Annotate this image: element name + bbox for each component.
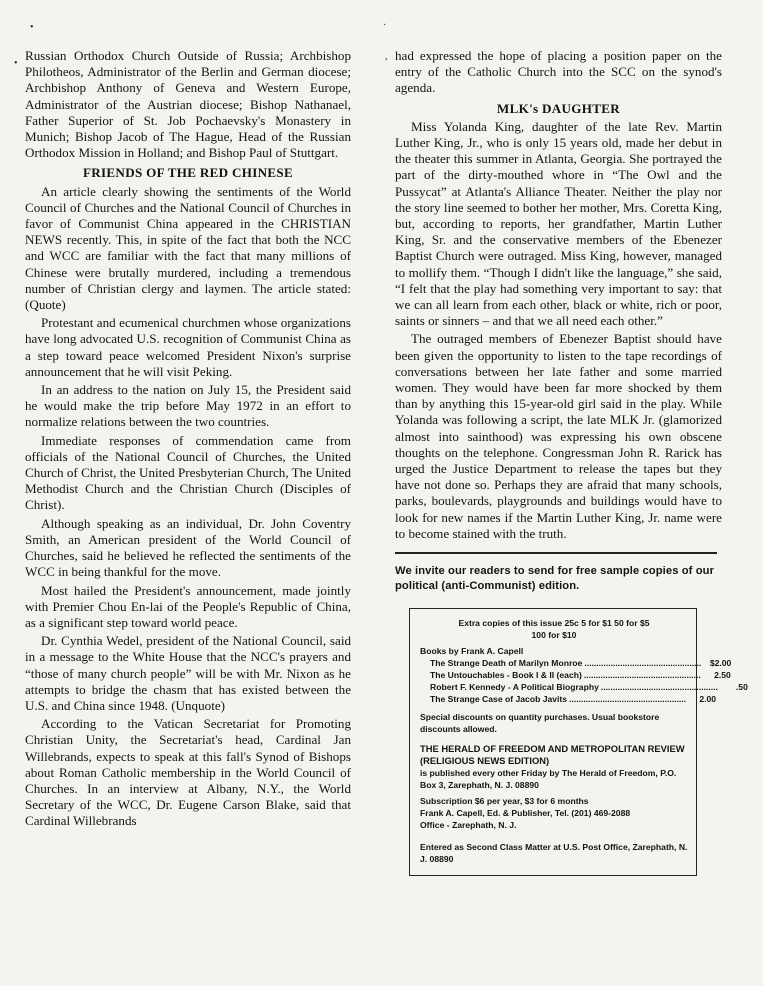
invite-notice: We invite our readers to send for free sample copies of our political (anti-Communist) edition.: [395, 565, 715, 593]
article-paragraph: Protestant and ecumenical churchmen whose organizations have long advocated U.S. recognition of Communist China as a step toward peace welcomed President Nixon's surprise announcement that he will visit Peking.: [25, 315, 351, 379]
book-row: [420, 669, 731, 681]
book-price: 2.50: [714, 670, 731, 681]
scan-dot-mark: ,: [385, 51, 388, 62]
book-price: 2.00: [699, 694, 717, 705]
book-row: [420, 657, 732, 669]
book-title: The Strange Case of Jacob Javits: [430, 694, 568, 705]
publication-info: is published every other Friday by The Herald of Freedom, P.O. Box 3, Zarephath, N. J. 08890: [420, 768, 677, 791]
dot-leader: .................................................: [584, 658, 702, 669]
left-column: [25, 48, 351, 830]
subscription-rate: Subscription $6 per year, $3 for 6 months: [420, 796, 589, 807]
discount-note: Special discounts on quantity purchases. Usual bookstore discounts allowed.: [420, 712, 660, 735]
book-title: The Strange Death of Marilyn Monroe: [430, 658, 583, 669]
scan-dot-mark: •: [30, 22, 34, 33]
article-paragraph: According to the Vatican Secretariat for Promoting Christian Unity, the Secretariat's head, Cardinal Jan Willebrands, expects to speak at this fall's Synod of Bishops about Roman Catholic membership in the World Council of Churches. In an interview at Albany, N.Y., the World Secretary of the WCC, Dr. Eugene Carson Blake, said that Cardinal Willebrands: [25, 716, 351, 829]
subscription-info-box: [409, 608, 748, 876]
section-heading-red-chinese: FRIENDS OF THE RED CHINESE: [82, 165, 294, 181]
book-row: [420, 681, 748, 693]
price-line: Extra copies of this issue 25c 5 for $1 50 for $5: [458, 618, 650, 629]
article-paragraph: The outraged members of Ebenezer Baptist should have been given the opportunity to listen to the tape recordings of conversations between her late father and some married women. They would have been far more shocked by them than by anything this 15-year-old girl said in the play. While Yolanda was following a script, the late MLK Jr. (glamorized almost into sainthood) was expressing his own obscene thoughts on the telephone. Congressman John R. Rarick has urged the Justice Department to release the tapes but they have not done so. Perhaps they are afraid that many schools, parks, boulevards, playgrounds and buildings would have to look for new names if the Martin Luther King, Jr. name were to become stained with the truth.: [395, 331, 722, 541]
publisher-line: Frank A. Capell, Ed. & Publisher, Tel. (201) 469-2088: [420, 808, 631, 819]
dot-leader: .................................................: [569, 694, 687, 705]
scan-dot-mark: ·: [383, 20, 387, 31]
section-heading-mlk-daughter: MLK's DAUGHTER: [496, 100, 621, 116]
continuation-paragraph: had expressed the hope of placing a position paper on the entry of the Catholic Church into the SCC on the synod's agenda.: [395, 48, 722, 96]
intro-paragraph: Russian Orthodox Church Outside of Russia; Archbishop Philotheos, Administrator of the Berlin and German diocese; Archbishop Anthony of Geneva and Western Europe, Administrator of the Austrian diocese; Bishop Nathanael, Father Superior of St. Job Pochaevsky's Monastery in Munich; Bishop Jacob of The Hague, Head of the Russian Orthodox Mission in Holland; and Bishop Paul of Stuttgart.: [25, 48, 351, 161]
price-line: 100 for $10: [531, 630, 577, 641]
scan-dot-mark: •: [14, 58, 18, 69]
book-row: [420, 693, 717, 705]
article-paragraph: An article clearly showing the sentiments of the World Council of Churches and the National Council of Churches in favor of Communist China appeared in the CHRISTIAN NEWS recently. This, in spite of the fact that both the NCC and WCC are familiar with the fact that many millions of Chinese were brutally murdered, including a tremendous number of Christian clergy and laymen. The article stated: (Quote): [25, 183, 351, 313]
postal-entry-note: Entered as Second Class Matter at U.S. Post Office, Zarephath, N. J. 08890: [420, 842, 688, 865]
article-paragraph: Dr. Cynthia Wedel, president of the National Council, said in a message to the White House that the NCC's prayers and “those of many church people” will be with Mr. Nixon as he attempts to bridge the chasm that has existed between the U.S. and China since 1948. (Unquote): [25, 633, 351, 713]
book-price: $2.00: [709, 658, 732, 669]
office-line: Office - Zarephath, N. J.: [420, 820, 517, 831]
dot-leader: .................................................: [583, 670, 701, 681]
book-title: Robert F. Kennedy - A Political Biography: [430, 682, 599, 693]
article-paragraph: In an address to the nation on July 15, the President said he would make the trip before May 1972 in an effort to normalize relations between the two countries.: [25, 382, 351, 430]
book-title: The Untouchables - Book I & II (each): [430, 670, 582, 681]
book-price: .50: [735, 682, 748, 693]
books-label: Books by Frank A. Capell: [420, 646, 524, 657]
dot-leader: .................................................: [600, 682, 718, 693]
article-paragraph: Immediate responses of commendation came from officials of the National Council of Churches, the United Church of Christ, the United Presbyterian Church, The United Methodist Church and the Christian Church (Disciples of Christ).: [25, 432, 351, 513]
article-paragraph: Although speaking as an individual, Dr. John Coventry Smith, an American president of the World Council of Churches, said he believed he reflected the sentiments of the WCC in being thankful for the move.: [25, 515, 351, 580]
article-paragraph: Most hailed the President's announcement, made jointly with Premier Chou En-lai of the People's Republic of China, as a significant step toward world peace.: [25, 582, 351, 630]
publication-title: THE HERALD OF FREEDOM AND METROPOLITAN REVIEW (RELIGIOUS NEWS EDITION): [420, 743, 685, 767]
article-paragraph: Miss Yolanda King, daughter of the late Rev. Martin Luther King, Jr., who is only 15 years old, made her debut in the theater this summer in Atlanta, Georgia. She portrayed the part of the dirty-mouthed whore in “The Owl and the Pussycat” at Atlanta's Alliance Theater. Neither the play nor the story line seemed to bother her mother, Mrs. Coretta King, but, according to reports, her grandfather, Martin Luther King, Sr. and the conservative members of the Ebenezer Baptist Church were outraged. Miss King, however, managed to mollify them. “Though I didn't like the language,” she said, “I felt that the play had something very important to say: that we can all learn from each other, black or white, rich or poor, saints or sinners – and that we all need each other.”: [395, 118, 722, 329]
right-column: [395, 48, 748, 876]
section-divider: [395, 552, 717, 554]
